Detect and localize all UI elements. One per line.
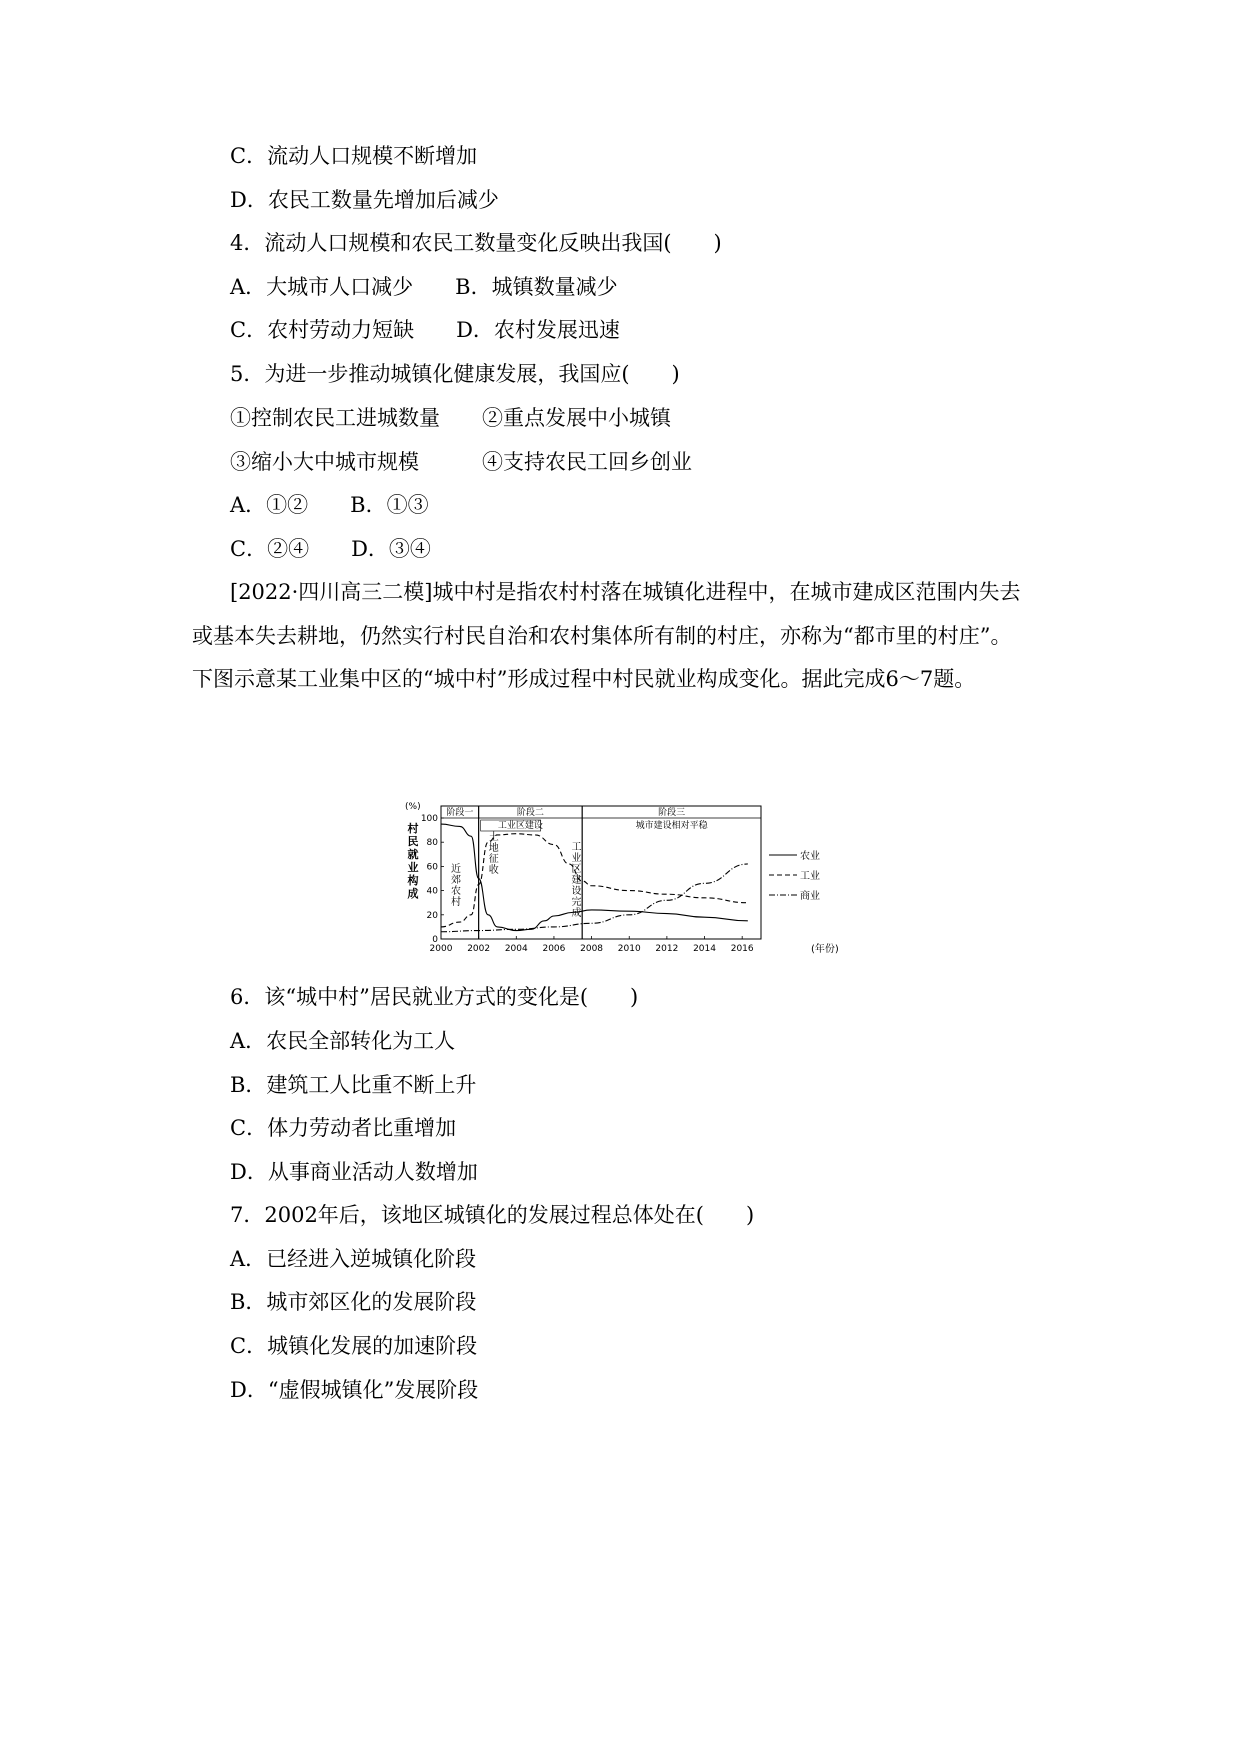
y-tick-label: 40 xyxy=(426,886,438,897)
x-tick-label: 2000 xyxy=(429,944,453,954)
option-6a: A．农民全部转化为工人 xyxy=(230,1029,456,1053)
option-7c: C．城镇化发展的加速阶段 xyxy=(230,1334,478,1358)
x-tick-label: 2006 xyxy=(542,944,566,954)
x-tick-label: 2002 xyxy=(467,944,491,954)
vertical-annotation: 土地征收 xyxy=(488,832,499,876)
option-3c: C．流动人口规模不断增加 xyxy=(230,144,478,168)
statements-5-12: ①控制农民工进城数量 ②重点发展中小城镇 xyxy=(230,406,671,430)
option-6d: D．从事商业活动人数增加 xyxy=(230,1160,478,1184)
series-line-solid xyxy=(441,824,748,930)
x-tick-label: 2012 xyxy=(655,944,679,954)
stage-note: 工业区建设 xyxy=(497,821,543,831)
option-3d: D．农民工数量先增加后减少 xyxy=(230,188,499,212)
statements-5-34: ③缩小大中城市规模 ④支持农民工回乡创业 xyxy=(230,450,692,474)
option-7a: A．已经进入逆城镇化阶段 xyxy=(230,1247,477,1271)
stage-label: 阶段一 xyxy=(446,808,474,818)
passage-line-1: [2022·四川高三二模]城中村是指农村村落在城镇化进程中，在城市建成区范围内失去 xyxy=(230,580,1021,604)
y-tick-label: 60 xyxy=(426,862,438,873)
y-tick-label: 0 xyxy=(432,935,438,945)
options-5cd: C．②④ D．③④ xyxy=(230,537,431,561)
passage-line-3: 下图示意某工业集中区的“城中村”形成过程中村民就业构成变化。据此完成6～7题。 xyxy=(192,667,976,691)
vertical-annotation: 近郊农村 xyxy=(451,864,462,908)
vertical-annotation: 工业区建设完成 xyxy=(571,842,582,919)
y-unit-label: (%) xyxy=(405,802,421,812)
options-5ab: A．①② B．①③ xyxy=(230,493,429,517)
series-line-dashed xyxy=(441,834,748,927)
x-axis-label: (年份) xyxy=(811,944,839,955)
question-5: 5．为进一步推动城镇化健康发展，我国应( ) xyxy=(230,362,680,386)
question-4: 4．流动人口规模和农民工数量变化反映出我国( ) xyxy=(230,231,722,255)
legend-label: 农业 xyxy=(800,851,820,862)
question-6: 6．该“城中村”居民就业方式的变化是( ) xyxy=(230,985,639,1009)
x-tick-label: 2004 xyxy=(504,944,528,954)
option-7b: B．城市郊区化的发展阶段 xyxy=(230,1290,477,1314)
legend-label: 商业 xyxy=(800,891,820,902)
y-axis-label: 村民就业构成 xyxy=(407,822,419,900)
options-4cd: C．农村劳动力短缺 D．农村发展迅速 xyxy=(230,318,620,342)
option-6c: C．体力劳动者比重增加 xyxy=(230,1116,457,1140)
series-line-dashdot xyxy=(441,864,748,932)
option-7d: D．“虚假城镇化”发展阶段 xyxy=(230,1378,479,1402)
employment-chart xyxy=(405,800,865,968)
y-tick-label: 20 xyxy=(426,910,438,921)
stage-label: 阶段三 xyxy=(658,808,686,818)
passage-line-2: 或基本失去耕地，仍然实行村民自治和农村集体所有制的村庄，亦称为“都市里的村庄”。 xyxy=(192,624,1012,648)
options-4ab: A．大城市人口减少 B．城镇数量减少 xyxy=(230,275,618,299)
x-tick-label: 2016 xyxy=(730,944,754,954)
x-tick-label: 2010 xyxy=(617,944,641,954)
x-tick-label: 2008 xyxy=(580,944,604,954)
stage-label: 阶段二 xyxy=(516,808,544,818)
stage-note: 城市建设相对平稳 xyxy=(635,821,708,831)
option-6b: B．建筑工人比重不断上升 xyxy=(230,1073,477,1097)
y-tick-label: 80 xyxy=(426,838,438,849)
y-tick-label: 100 xyxy=(420,814,438,824)
x-tick-label: 2014 xyxy=(693,944,716,954)
legend-label: 工业 xyxy=(800,871,820,882)
question-7: 7．2002年后，该地区城镇化的发展过程总体处在( ) xyxy=(230,1203,755,1227)
